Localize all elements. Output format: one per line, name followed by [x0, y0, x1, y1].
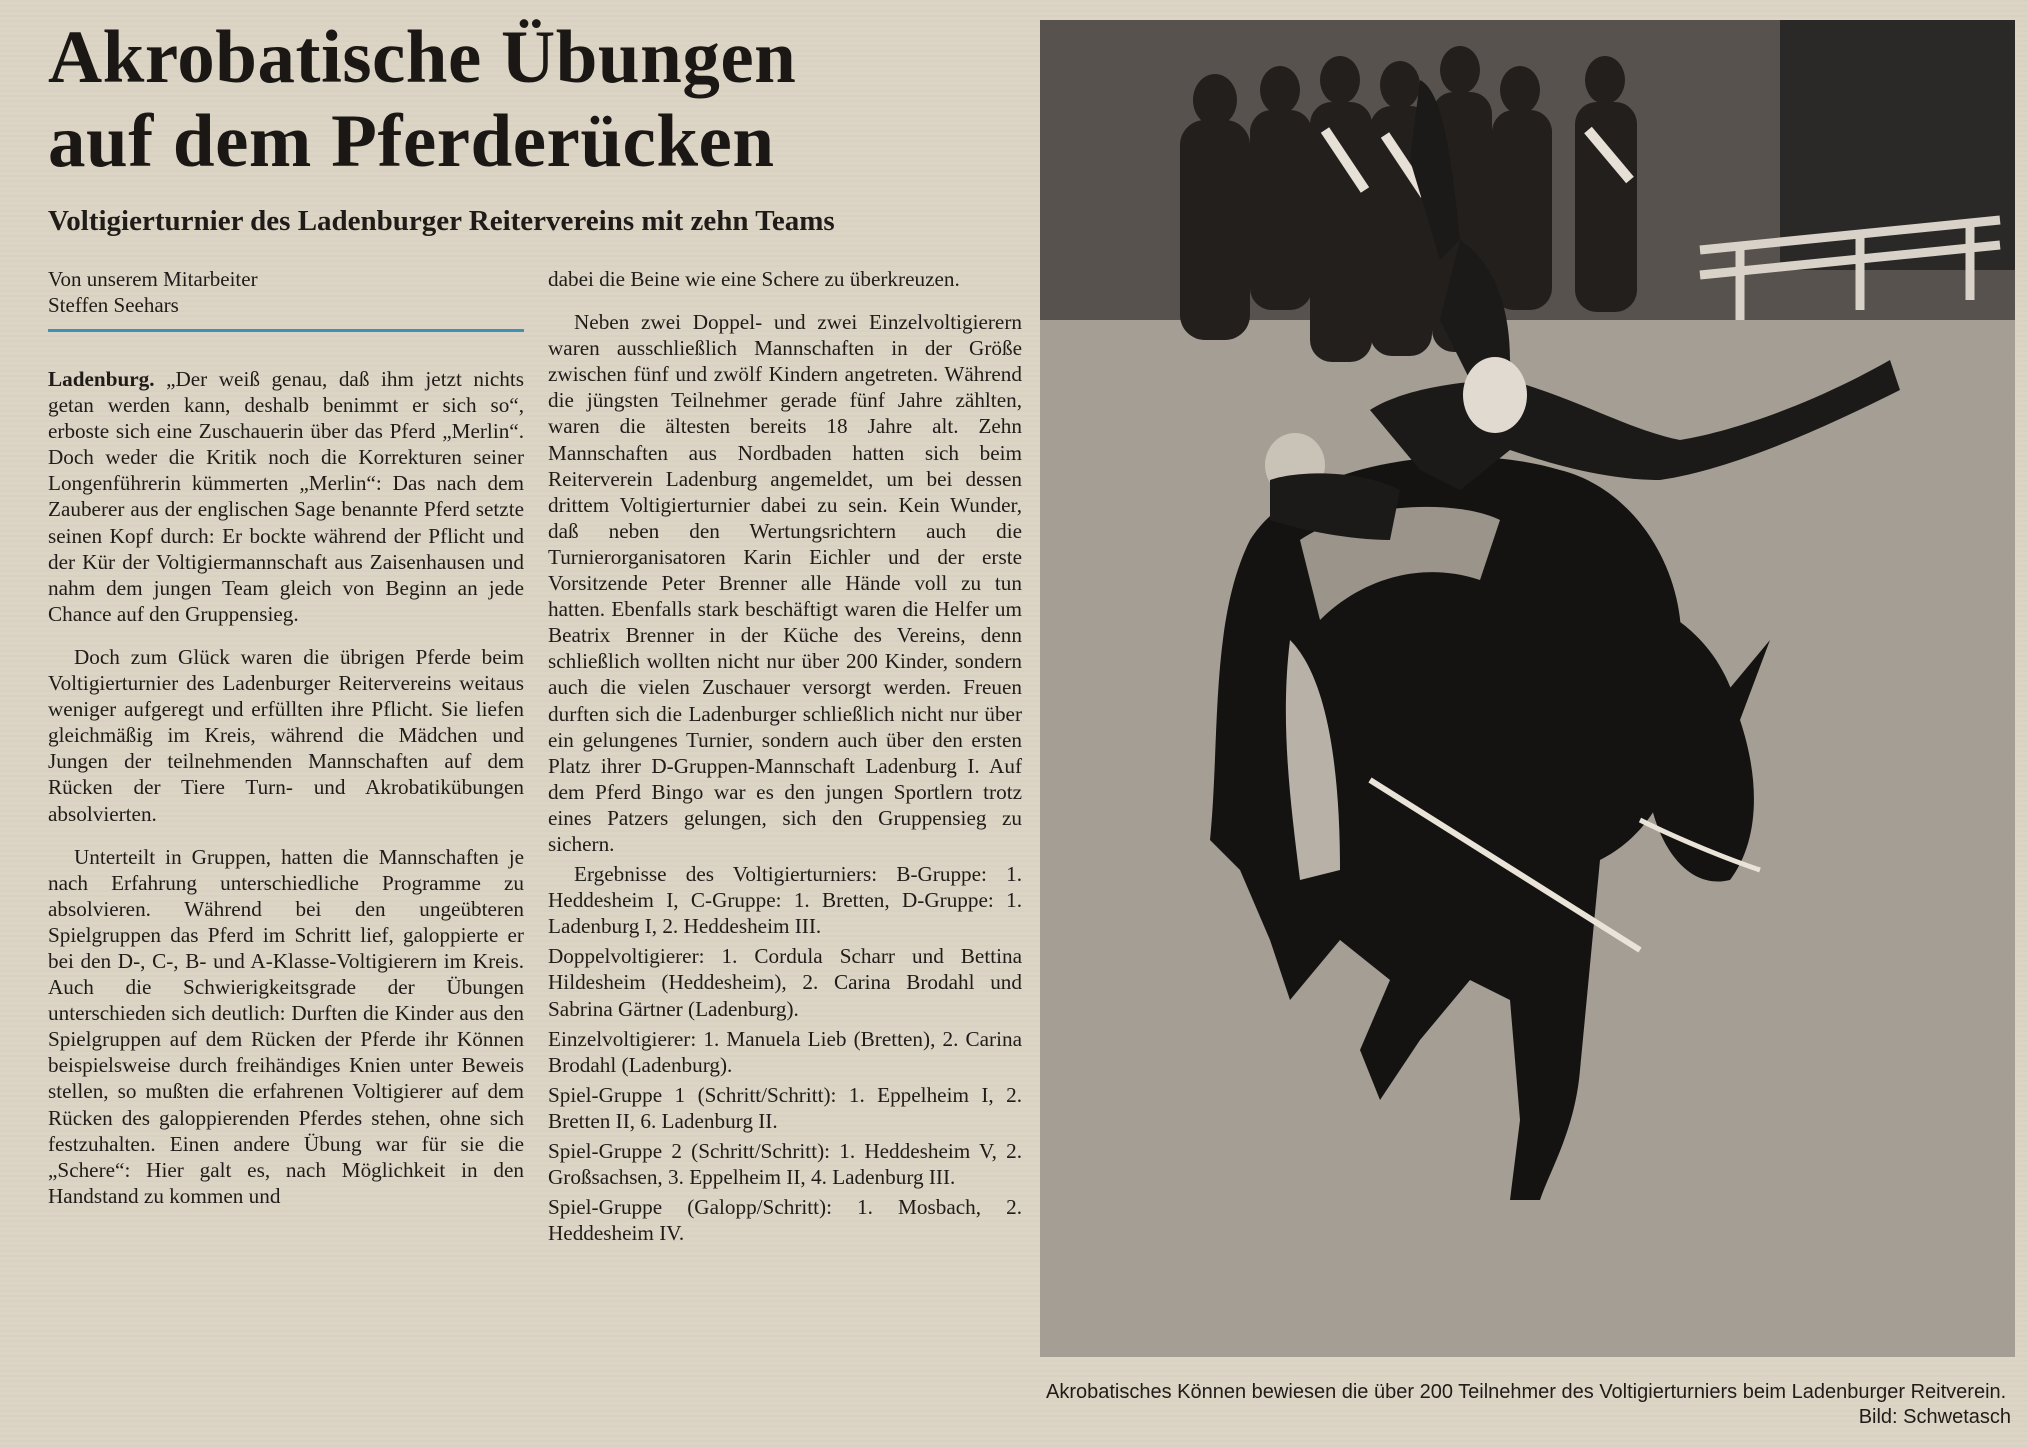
results-intro: Ergebnisse des Voltigierturniers: B-Gruppe: 1. Heddesheim I, C-Gruppe: 1. Bretten, D-Gruppe: 1. Ladenburg I, 2. Heddesheim III.: [548, 862, 1022, 939]
byline-divider: [48, 329, 524, 332]
byline-line-1: Von unserem Mitarbeiter: [48, 267, 258, 291]
paragraph-5: Neben zwei Doppel- und zwei Einzelvoltigierern waren ausschließlich Mannschaften in der Größe zwischen fünf und zwölf Kindern angetreten. Während die jüngsten Teilnehmer gerade fünf Jahre zählten, waren die ältesten bereits 18 Jahre alt. Zehn Mannschaften aus Nordbaden hatten sich beim Reiterverein Ladenburg angemeldet, um bei dessen drittem Voltigierturnier dabei zu sein. Kein Wunder, daß neben den Wertungsrichtern auch die Turnierorganisatoren Karin Eichler und der erste Vorsitzende Peter Brenner alle Hände voll zu tun hatten. Ebenfalls stark beschäftigt waren die Helfer um Beatrix Brenner in der Küche des Vereins, denn schließlich wollten nicht nur über 200 Kinder, sondern auch die vielen Zuschauer versorgt werden. Freuen durften sich die Ladenburger schließlich nicht nur über ein gelungenes Turnier, sondern auch über den ersten Platz ihrer D-Gruppen-Mannschaft Ladenburg I. Auf dem Pferd Bingo war es den jungen Sportlern trotz eines Patzers gelungen, sich den Gruppensieg zu sichern.: [548, 310, 1022, 856]
byline: [48, 266, 528, 318]
photo-caption: Akrobatisches Können bewiesen die über 200 Teilnehmer des Voltigierturniers beim Ladenburger Reitverein.: [1046, 1381, 2007, 1403]
results-einzel: Einzelvoltigierer: 1. Manuela Lieb (Bretten), 2. Carina Brodahl (Ladenburg).: [548, 1026, 1022, 1077]
paragraph-3: Unterteilt in Gruppen, hatten die Mannschaften je nach Erfahrung unterschiedliche Programme zu absolvieren. Während bei den ungeübteren Spielgruppen das Pferd im Schritt lief, galoppierte er bei den D-, C-, B- und A-Klasse-Voltigierern im Kreis. Auch die Schwierigkeitsgrade der Übungen unterschieden sich deutlich: Durften die Kinder aus den Spielgruppen auf dem Rücken der Pferde ihr Können beispielsweise durch freihändiges Knien unter Beweis stellen, so mußten die erfahrenen Voltigierer auf dem Rücken des galoppierenden Pferdes stehen, ohne sich festzuhalten. Einen andere Übung war für sie die „Schere“: Hier galt es, nach Möglichkeit in den Handstand zu kommen und: [48, 844, 524, 1208]
article-column-1: [48, 366, 524, 1209]
dateline: Ladenburg.: [48, 367, 155, 391]
paragraph-1: [48, 366, 524, 627]
vaulting-photo: [1040, 20, 2015, 1357]
paragraph-4: dabei die Beine wie eine Schere zu überkreuzen.: [548, 267, 960, 291]
headline-line-2: auf dem Pferderücken: [48, 100, 775, 183]
headline-line-1: Akrobatische Übungen: [48, 16, 797, 99]
subheadline: Voltigierturnier des Ladenburger Reitervereins mit zehn Teams: [48, 205, 835, 237]
paragraph-1-text: „Der weiß genau, daß ihm jetzt nichts getan werden kann, deshalb benimmt er sich so“, erboste sich eine Zuschauerin über das Pferd „Merlin“. Doch weder die Kritik noch die Korrekturen seiner Longenführerin kümmerten „Merlin“: Das nach dem Zauberer aus der englischen Sage benannte Pferd setzte seinen Kopf durch: Er bockte während der Pflicht und der Kür der Voltigiermannschaft aus Zaisenhausen und nahm dem jungen Team gleich von Beginn an jede Chance auf den Gruppensieg.: [48, 367, 524, 626]
results-spielgruppe-galopp: Spiel-Gruppe (Galopp/Schritt): 1. Mosbach, 2. Heddesheim IV.: [548, 1195, 1022, 1246]
article-column-2: [548, 266, 1022, 1246]
paragraph-2: Doch zum Glück waren die übrigen Pferde beim Voltigierturnier des Ladenburger Reitervereins weitaus weniger aufgeregt und erfüllten ihre Pflicht. Sie liefen gleichmäßig im Kreis, während die Mädchen und Jungen der teilnehmenden Mannschaften auf dem Rücken der Tiere Turn- und Akrobatikübungen absolvierten.: [48, 644, 524, 826]
vaulting-photo-illustration: [1040, 20, 2015, 1357]
photo-credit: Bild: Schwetasch: [1858, 1406, 2011, 1428]
results-doppel: Doppelvoltigierer: 1. Cordula Scharr und Bettina Hildesheim (Heddesheim), 2. Carina Brodahl und Sabrina Gärtner (Ladenburg).: [548, 944, 1022, 1021]
headline: [48, 16, 1028, 184]
results-spielgruppe-1: Spiel-Gruppe 1 (Schritt/Schritt): 1. Eppelheim I, 2. Bretten II, 6. Ladenburg II.: [548, 1082, 1022, 1133]
results-spielgruppe-2: Spiel-Gruppe 2 (Schritt/Schritt): 1. Heddesheim V, 2. Großsachsen, 3. Eppelheim II, 4. Ladenburg III.: [548, 1139, 1022, 1190]
byline-author: Steffen Seehars: [48, 293, 179, 317]
